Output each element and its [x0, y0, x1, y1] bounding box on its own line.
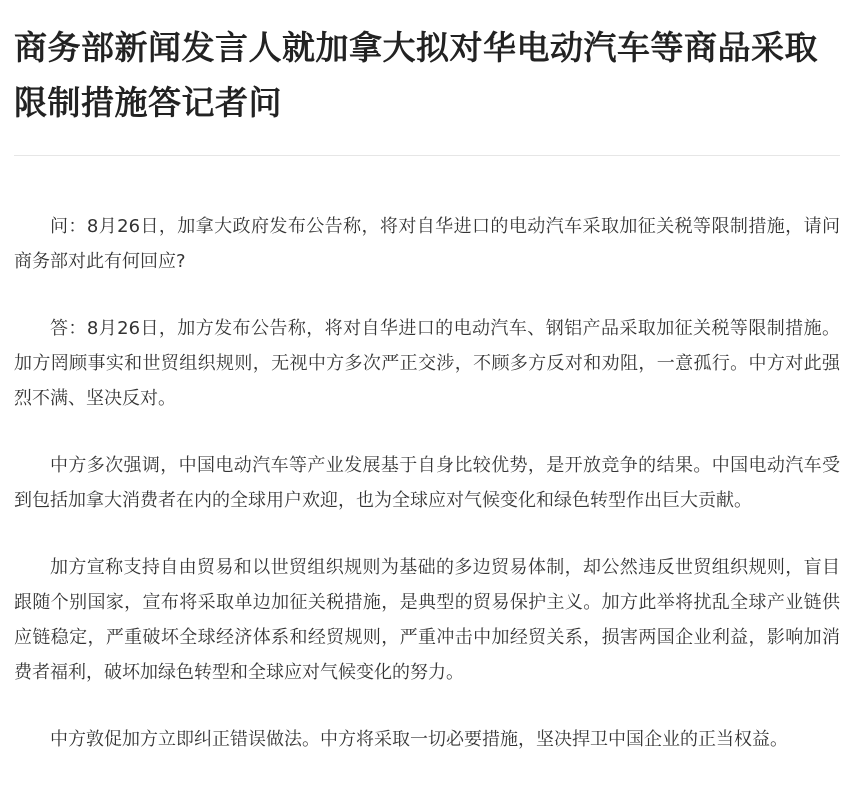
- article-title: 商务部新闻发言人就加拿大拟对华电动汽车等商品采取限制措施答记者问: [14, 28, 818, 122]
- body-paragraph: 中方多次强调，中国电动汽车等产业发展基于自身比较优势，是开放竞争的结果。中国电动汽车受到包括加拿大消费者在内的全球用户欢迎，也为全球应对气候变化和绿色转型作出巨大贡献。: [14, 455, 840, 511]
- body-paragraph: 加方宣称支持自由贸易和以世贸组织规则为基础的多边贸易体制，却公然违反世贸组织规则，盲目跟随个别国家，宣布将采取单边加征关税措施，是典型的贸易保护主义。加方此举将扰乱全球产业链供应链稳定，严重破坏全球经济体系和经贸规则，严重冲击中加经贸关系，损害两国企业利益，影响加消费者福利，破坏加绿色转型和全球应对气候变化的努力。: [14, 557, 840, 683]
- answer-paragraph: 答：8月26日，加方发布公告称，将对自华进口的电动汽车、钢铝产品采取加征关税等限制措施。加方罔顾事实和世贸组织规则，无视中方多次严正交涉，不顾多方反对和劝阻，一意孤行。中方对此强烈不满、坚决反对。: [14, 318, 840, 409]
- question-paragraph: 问：8月26日，加拿大政府发布公告称，将对自华进口的电动汽车采取加征关税等限制措施，请问商务部对此有何回应?: [14, 216, 840, 272]
- closing-paragraph: 中方敦促加方立即纠正错误做法。中方将采取一切必要措施，坚决捍卫中国企业的正当权益。: [50, 729, 788, 750]
- article-body: [14, 156, 840, 757]
- article: [14, 0, 840, 789]
